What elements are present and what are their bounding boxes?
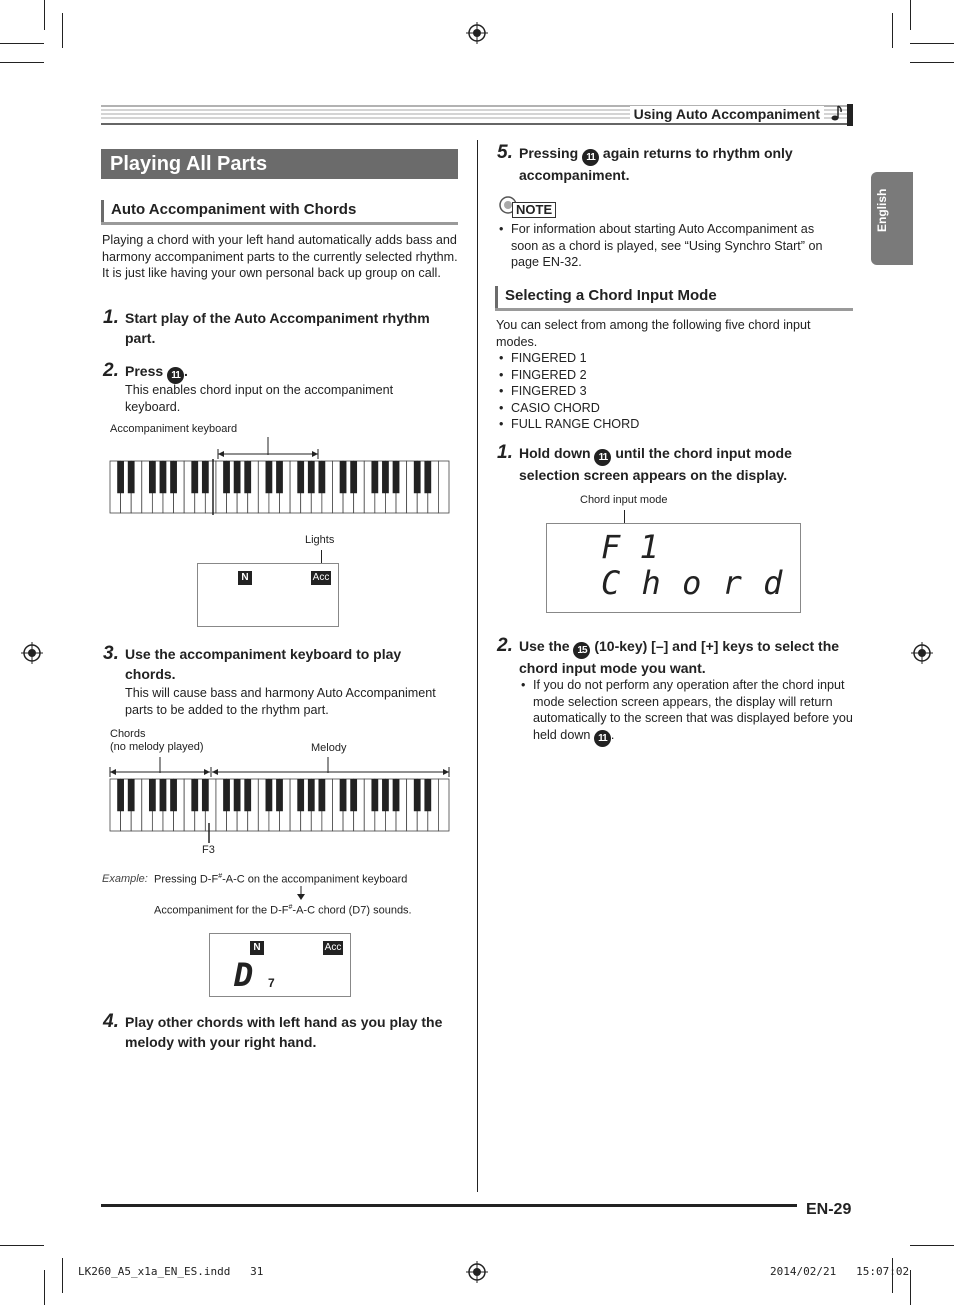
example-line-1 [154,873,407,886]
note-label: NOTE [512,202,556,218]
intro-paragraph: Playing a chord with your left hand automatically adds bass and harmony accompaniment parts to the currently selected rhythm. It is just like having your own personal back up group on call. [102,233,458,280]
mode-item: • CASIO CHORD [497,400,797,417]
mode-list-container [497,350,797,433]
example-label: Example: [102,873,148,885]
crop-mark [62,13,63,48]
example-line-2 [154,904,412,917]
step-number: 1. [497,442,513,463]
key-11-icon: 11 [167,367,184,384]
footer-rule [101,1204,797,1207]
black-key [424,779,431,811]
music-note-icon [831,104,843,122]
step-text: Start play of the Auto Accompaniment rhythm part. [125,310,430,346]
black-key [350,461,357,493]
registration-mark-icon [466,1261,488,1283]
step-note-item [519,677,853,747]
sharp-symbol: # [218,873,223,880]
lcd-line-1: F 1 [601,528,659,566]
black-key [170,461,177,493]
language-tab-label: English [875,188,889,232]
acc-badge: Acc [312,572,330,583]
step-text-part: Hold down [519,445,591,461]
black-key [191,779,198,811]
black-key [234,779,241,811]
black-key [223,779,230,811]
black-key [276,461,283,493]
step-text: Use the accompaniment keyboard to play chords. [125,646,402,682]
black-key [128,779,135,811]
registration-mark-icon [21,642,43,664]
black-key [350,779,357,811]
note-list [497,221,842,271]
crop-mark [910,0,911,30]
subsection-underline [495,308,853,311]
mode-list [497,350,797,433]
page-number: EN-29 [806,1201,852,1218]
black-key [223,461,230,493]
figure-label: (no melody played) [110,741,204,753]
example-text: -A-C chord (D7) sounds. [292,904,412,917]
step-note-text: If you do not perform any operation after the chord input mode selection screen appears, the display will return automatically to the screen that was displayed before you held down [533,678,853,742]
black-key [382,779,389,811]
black-key [160,461,167,493]
note-text [497,221,842,271]
black-key [117,779,124,811]
subsection-title: Auto Accompaniment with Chords [101,200,356,222]
black-key [297,461,304,493]
print-date: 2014/02/21 15:07:02 [770,1265,910,1278]
step-text-part: again returns to rhythm only accompaniment. [519,145,793,183]
crop-mark [0,62,44,63]
language-tab [871,172,913,265]
black-key [266,461,273,493]
section-title: Playing All Parts [101,149,458,179]
chord-letter: D [234,956,254,994]
sharp-symbol: # [288,904,293,911]
subsection-title: Selecting a Chord Input Mode [495,286,717,308]
black-key [393,779,400,811]
black-key [371,461,378,493]
black-key [266,779,273,811]
step-number: 1. [103,307,119,328]
display-lcd [197,563,339,627]
white-key [438,461,449,513]
black-key [382,461,389,493]
step-description: This will cause bass and harmony Auto Accompaniment parts to be added to the rhythm part. [125,686,436,717]
black-key [308,779,315,811]
crop-mark [44,1270,45,1305]
registration-mark-icon [911,642,933,664]
down-arrow-icon [296,886,306,900]
black-key [160,779,167,811]
figure-label: Melody [311,742,347,754]
step-text-part: Use the [519,638,570,654]
step-number: 2. [103,360,119,381]
column-divider [477,140,478,1192]
step-text: Play other chords with left hand as you play the melody with your right hand. [125,1014,443,1050]
black-key [128,461,135,493]
key-15-icon: 15 [573,642,590,659]
mode-item: • FINGERED 2 [497,367,797,384]
crop-mark [910,62,954,63]
crop-mark [892,13,893,48]
white-key [438,779,449,831]
step-text-part: . [184,363,188,379]
crop-mark [910,1270,911,1305]
step-description: This enables chord input on the accompaniment keyboard. [125,383,394,414]
crop-mark [0,43,44,44]
keyboard-figure [108,437,452,517]
step-number: 3. [103,643,119,664]
black-key [117,461,124,493]
step-note-text: . [610,727,615,742]
lcd-line-2: C h o r d [601,564,784,602]
black-key [318,779,325,811]
keyboard-figure [108,757,452,845]
black-key [234,461,241,493]
registration-mark-icon [466,22,488,44]
step-text [519,144,849,186]
black-key [340,779,347,811]
black-key [340,461,347,493]
step-note-list [519,677,853,747]
mode-item: • FINGERED 3 [497,383,797,400]
black-key [244,779,251,811]
key-11-icon: 11 [582,149,599,166]
figure-label: Chord input mode [580,494,668,506]
black-key [297,779,304,811]
example-text: Accompaniment for the D-F [154,904,289,917]
step-text [519,637,849,679]
black-key [276,779,283,811]
black-key [414,779,421,811]
black-key [170,779,177,811]
note-header [498,195,563,218]
mode-item: • FULL RANGE CHORD [497,416,797,433]
step-text [519,444,849,486]
figure-label: Chords [110,728,146,740]
intro-paragraph: You can select from among the following five chord input modes. [496,318,811,349]
step-note [519,677,853,747]
step-number: 4. [103,1011,119,1032]
normal-badge: N [250,941,264,955]
example-text: Pressing D-F [154,873,219,886]
black-key [424,461,431,493]
step-text-part: until the chord input mode selection screen appears on the display. [519,445,792,483]
black-key [191,461,198,493]
step-text-part: Press [125,363,164,379]
step-text [125,362,455,384]
black-key [149,461,156,493]
figure-label: Accompaniment keyboard [110,423,238,435]
black-key [244,461,251,493]
black-key [318,461,325,493]
crop-mark [0,1245,44,1246]
step-number: 2. [497,635,513,656]
display-lcd [546,523,801,613]
black-key [149,779,156,811]
crop-mark [910,1245,954,1246]
black-key [202,461,209,493]
key-11-icon: 11 [594,730,611,747]
black-key [371,779,378,811]
file-info: LK260_A5_x1a_EN_ES.indd 31 [78,1265,264,1278]
black-key [202,779,209,811]
crop-mark [62,1258,63,1293]
step-number: 5. [497,142,513,163]
note-item: • For information about starting Auto Accompaniment as soon as a chord is played, see “Using Synchro Start” on page EN-32. [497,221,842,271]
normal-badge: N [238,571,252,585]
key-11-icon: 11 [594,449,611,466]
crop-mark [44,0,45,30]
black-key [414,461,421,493]
mode-item: • FINGERED 1 [497,350,797,367]
example-text: -A-C on the accompaniment keyboard [222,873,408,886]
header-title: Using Auto Accompaniment [630,106,824,122]
display-lcd [209,933,351,997]
chord-suffix: 7 [268,976,275,990]
figure-label: F3 [202,844,215,856]
figure-label: Lights [305,534,335,546]
black-key [308,461,315,493]
step-text-part: Pressing [519,145,579,161]
subsection-underline [101,222,458,225]
black-key [393,461,400,493]
acc-badge: Acc [324,942,342,953]
crop-mark [910,43,954,44]
step-text-part: (10-key) [–] and [+] keys to select the chord input mode you want. [519,638,840,676]
